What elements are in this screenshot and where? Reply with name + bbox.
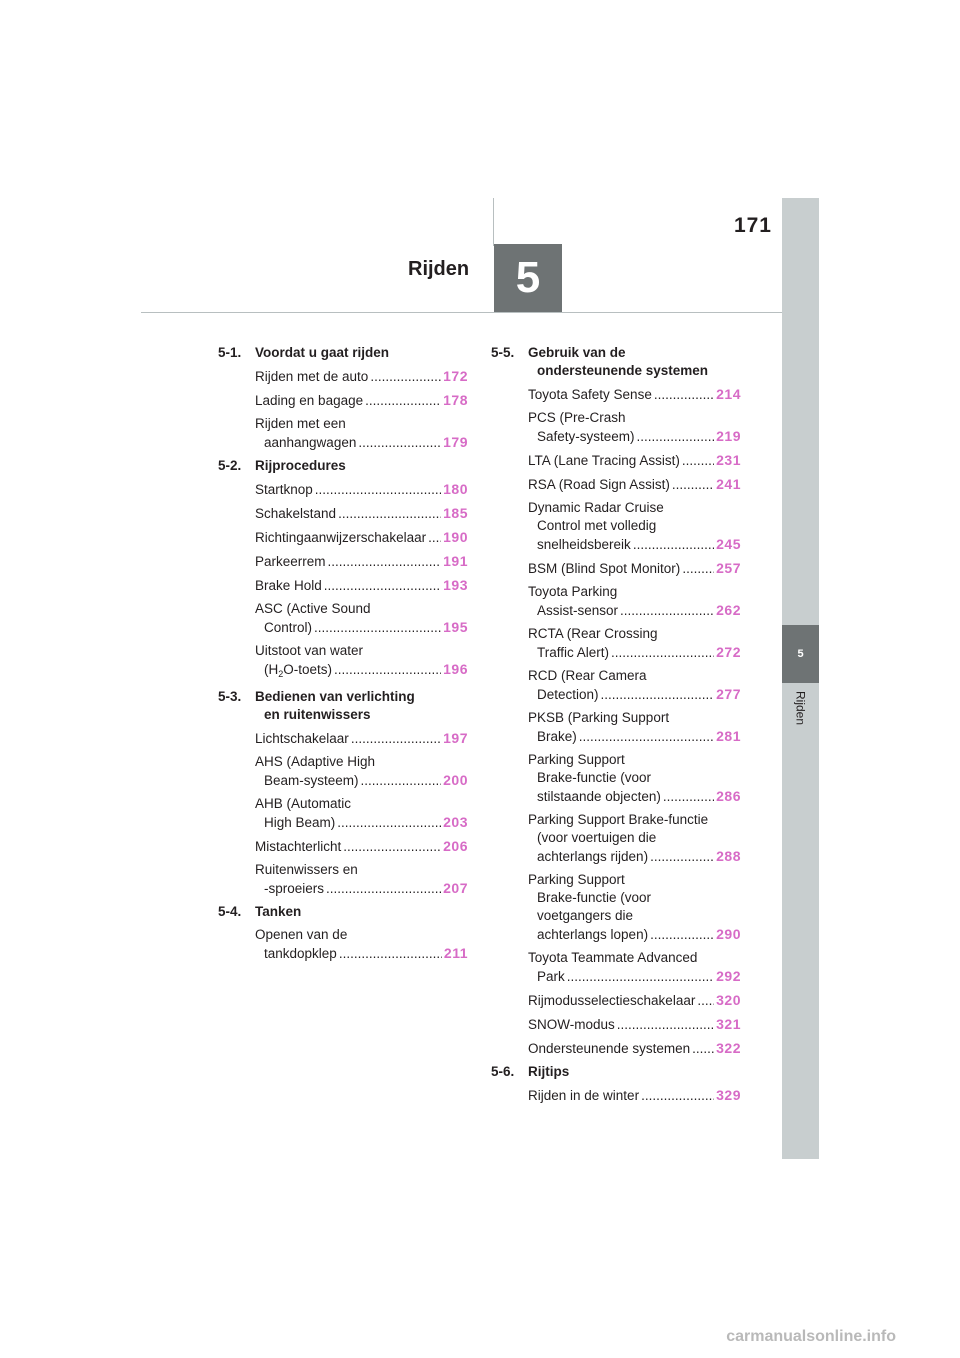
toc-entry[interactable] (255, 837, 468, 856)
toc-entry[interactable] (255, 367, 468, 386)
toc-entry[interactable] (255, 795, 468, 832)
toc-entry-text: -sproeiers (264, 881, 325, 896)
page-link[interactable]: 241 (716, 476, 741, 492)
chapter-title: Rijden (408, 258, 470, 280)
page-number: 171 (733, 214, 772, 237)
toc-section-heading (491, 1063, 741, 1081)
header-divider-vertical (493, 198, 494, 246)
section-title: Bedienen van verlichting en ruitenwissers (255, 689, 415, 722)
toc-entry-text: Toyota Parking (528, 584, 618, 599)
page-link[interactable]: 206 (443, 838, 468, 854)
toc-entry-text: $(H_2O-toets)$ (264, 662, 333, 679)
dot-leader (641, 1087, 714, 1105)
toc-entry[interactable] (528, 451, 741, 470)
side-tab-chapter-number[interactable]: 5 (782, 625, 819, 683)
section-number: 5-5. (491, 345, 515, 360)
toc-section-heading (218, 903, 468, 921)
toc-entry-text: Brake) (537, 729, 577, 744)
toc-entry[interactable] (255, 861, 468, 898)
page-link[interactable]: 180 (443, 481, 468, 497)
dot-leader (617, 1016, 714, 1034)
toc-entry-text: Park (537, 969, 565, 984)
dot-leader (601, 686, 715, 704)
toc-entry-text: RCTA (Rear Crossing (528, 626, 658, 641)
dot-leader (650, 848, 714, 866)
dot-leader (637, 428, 715, 446)
toc-entry-text: Detection) (537, 687, 599, 702)
side-tab-label: Rijden (793, 691, 808, 726)
toc-entry[interactable] (255, 753, 468, 790)
toc-entry[interactable] (255, 552, 468, 571)
page-link[interactable]: 286 (716, 788, 741, 804)
toc-entry-text: (voor voertuigen die (537, 830, 657, 845)
toc-entry[interactable] (255, 504, 468, 523)
toc-entry[interactable] (528, 1086, 741, 1105)
dot-leader (611, 644, 714, 662)
toc-entry-text: RSA (Road Sign Assist) (528, 477, 670, 492)
dot-leader (663, 788, 714, 806)
dot-leader (579, 728, 714, 746)
section-number: 5-4. (218, 904, 242, 919)
toc-entry-text: stilstaande objecten) (537, 789, 661, 804)
toc-entry[interactable] (255, 729, 468, 748)
page-link[interactable]: 277 (716, 686, 741, 702)
toc-right-column (491, 344, 741, 1110)
dot-leader (620, 602, 714, 620)
toc-entry[interactable] (528, 1015, 741, 1034)
toc-entry-text: PCS (Pre-Crash (528, 410, 626, 425)
toc-entry-text: RCD (Rear Camera (528, 668, 647, 683)
page-link[interactable]: 262 (716, 602, 741, 618)
toc-entry-text: Richtingaanwijzerschakelaar (255, 530, 427, 545)
section-number: 5-1. (218, 345, 242, 360)
page-link[interactable]: 195 (443, 619, 468, 635)
page-link[interactable]: 245 (716, 536, 741, 552)
dot-leader (339, 945, 442, 963)
toc-entry[interactable] (255, 576, 468, 595)
toc-left-column (218, 344, 468, 968)
toc-entry[interactable] (528, 667, 741, 704)
page-link[interactable]: 191 (443, 553, 468, 569)
toc-entry-text: Openen van de (255, 927, 348, 942)
dot-leader (314, 619, 441, 637)
toc-entry[interactable] (528, 709, 741, 746)
page-link[interactable]: 272 (716, 644, 741, 660)
dot-leader (692, 1040, 714, 1058)
toc-entry[interactable] (528, 409, 741, 446)
page-link[interactable]: 231 (716, 452, 741, 468)
toc-entry-text: Rijden in de winter (528, 1088, 640, 1103)
dot-leader (654, 386, 714, 404)
section-title: Voordat u gaat rijden (255, 345, 390, 360)
page-link[interactable]: 178 (443, 392, 468, 408)
section-title: Rijtips (528, 1064, 570, 1079)
toc-entry-text: Rijmodusselectieschakelaar (528, 993, 696, 1008)
toc-entry-text: LTA (Lane Tracing Assist) (528, 453, 680, 468)
page-link[interactable]: 196 (443, 661, 468, 677)
page-link[interactable]: 288 (716, 848, 741, 864)
page-link[interactable]: 214 (716, 386, 741, 402)
toc-entry[interactable] (528, 385, 741, 404)
section-title: Gebruik van de ondersteunende systemen (528, 345, 709, 378)
header-divider (141, 312, 782, 313)
page-link[interactable]: 219 (716, 428, 741, 444)
page-link[interactable]: 292 (716, 968, 741, 984)
dot-leader (358, 434, 441, 452)
dot-leader (650, 926, 714, 944)
toc-section-heading (491, 344, 741, 380)
toc-entry[interactable] (528, 991, 741, 1010)
toc-entry-text: Rijden met een (255, 416, 346, 431)
page-link[interactable]: 290 (716, 926, 741, 942)
page-link[interactable]: 257 (716, 560, 741, 576)
page-link[interactable]: 172 (443, 368, 468, 384)
section-number: 5-6. (491, 1064, 515, 1079)
toc-entry-text: Startknop (255, 482, 313, 497)
toc-entry-text: Dynamic Radar Cruise (528, 500, 664, 515)
dot-leader (567, 968, 714, 986)
toc-entry-text: Brake Hold (255, 578, 322, 593)
dot-leader (324, 577, 441, 595)
toc-entry-text: tankdopklep (264, 946, 337, 961)
dot-leader (351, 730, 441, 748)
toc-entry-text: Brake-functie (voor (537, 890, 652, 905)
dot-leader (361, 772, 442, 790)
toc-entry-text: Parking Support Brake-functie (528, 812, 709, 827)
page-link[interactable]: 190 (443, 529, 468, 545)
toc-entry[interactable] (528, 1039, 741, 1058)
toc-entry[interactable] (528, 625, 741, 662)
page-link[interactable]: 193 (443, 577, 468, 593)
page-link[interactable]: 207 (443, 880, 468, 896)
dot-leader (326, 880, 441, 898)
toc-entry[interactable] (528, 949, 741, 986)
dot-leader (334, 661, 441, 679)
toc-entry[interactable] (255, 642, 468, 683)
toc-entry-text: Control met volledig (537, 518, 657, 533)
toc-entry-text: Schakelstand (255, 506, 337, 521)
toc-entry-text: Mistachterlicht (255, 839, 342, 854)
toc-entry-text: Ondersteunende systemen (528, 1041, 691, 1056)
footer-watermark: carmanualsonline.info (726, 1328, 896, 1345)
toc-entry[interactable] (528, 475, 741, 494)
dot-leader (315, 481, 441, 499)
toc-entry[interactable] (255, 528, 468, 547)
toc-entry-text: Parking Support (528, 872, 625, 887)
toc-entry-text: Lichtschakelaar (255, 731, 349, 746)
toc-entry-text: Ruitenwissers en (255, 862, 358, 877)
toc-entry[interactable] (255, 391, 468, 410)
toc-entry-text: Brake-functie (voor (537, 770, 652, 785)
page-link[interactable]: 320 (716, 992, 741, 1008)
section-title: Tanken (255, 904, 302, 919)
toc-entry-text: AHB (Automatic (255, 796, 352, 811)
dot-leader (682, 452, 714, 470)
toc-entry[interactable] (255, 926, 468, 963)
page-link[interactable]: 185 (443, 505, 468, 521)
toc-entry-text: PKSB (Parking Support (528, 710, 670, 725)
section-title: Rijprocedures (255, 458, 346, 473)
page-link[interactable]: 321 (716, 1016, 741, 1032)
toc-entry-text: snelheidsbereik (537, 537, 631, 552)
dot-leader (428, 529, 441, 547)
toc-entry-text: Toyota Safety Sense (528, 387, 652, 402)
page-link[interactable]: 211 (443, 945, 468, 961)
toc-entry[interactable] (528, 811, 741, 866)
chapter-number-block: 5 (494, 244, 562, 312)
page-link[interactable]: 203 (443, 814, 468, 830)
toc-entry-text: Safety-systeem) (537, 429, 635, 444)
section-number: 5-2. (218, 458, 242, 473)
toc-entry-text: achterlangs lopen) (537, 927, 649, 942)
toc-entry[interactable] (528, 751, 741, 806)
toc-section-heading (218, 344, 468, 362)
section-number: 5-3. (218, 689, 242, 704)
page-link[interactable]: 329 (716, 1087, 741, 1103)
page-link[interactable]: 200 (443, 772, 468, 788)
page-link[interactable]: 281 (716, 728, 741, 744)
toc-entry-text: BSM (Blind Spot Monitor) (528, 561, 681, 576)
toc-entry-text: High Beam) (264, 815, 336, 830)
dot-leader (328, 553, 442, 571)
toc-entry-text: aanhangwagen (264, 435, 357, 450)
toc-entry-text: achterlangs rijden) (537, 849, 649, 864)
page-link[interactable]: 322 (716, 1040, 741, 1056)
toc-entry-text: Lading en bagage (255, 393, 364, 408)
toc-entry-text: Beam-systeem) (264, 773, 359, 788)
toc-section-heading (218, 457, 468, 475)
dot-leader (338, 505, 441, 523)
toc-entry[interactable] (528, 871, 741, 944)
page-link[interactable]: 179 (443, 434, 468, 450)
toc-entry-text: Parking Support (528, 752, 625, 767)
toc-entry-text: AHS (Adaptive High (255, 754, 376, 769)
dot-leader (337, 814, 441, 832)
dot-leader (633, 536, 714, 554)
dot-leader (682, 560, 714, 578)
dot-leader (365, 392, 441, 410)
dot-leader (343, 838, 441, 856)
toc-entry-text: Parkeerrem (255, 554, 326, 569)
toc-entry-text: Uitstoot van water (255, 643, 364, 658)
toc-entry[interactable] (528, 559, 741, 578)
toc-entry-text: voetgangers die (537, 908, 634, 923)
toc-entry[interactable] (255, 480, 468, 499)
toc-entry[interactable] (528, 583, 741, 620)
toc-entry-text: Control) (264, 620, 313, 635)
toc-entry-text: Traffic Alert) (537, 645, 610, 660)
toc-entry-text: Rijden met de auto (255, 369, 369, 384)
toc-entry[interactable] (528, 499, 741, 554)
page-link[interactable]: 197 (443, 730, 468, 746)
toc-entry-text: Toyota Teammate Advanced (528, 950, 698, 965)
toc-entry-text: SNOW-modus (528, 1017, 615, 1032)
dot-leader (370, 368, 441, 386)
toc-entry-text: ASC (Active Sound (255, 601, 371, 616)
toc-entry[interactable] (255, 600, 468, 637)
toc-entry-text: Assist-sensor (537, 603, 619, 618)
dot-leader (672, 476, 714, 494)
toc-section-heading (218, 688, 468, 724)
toc-entry[interactable] (255, 415, 468, 452)
dot-leader (697, 992, 714, 1010)
